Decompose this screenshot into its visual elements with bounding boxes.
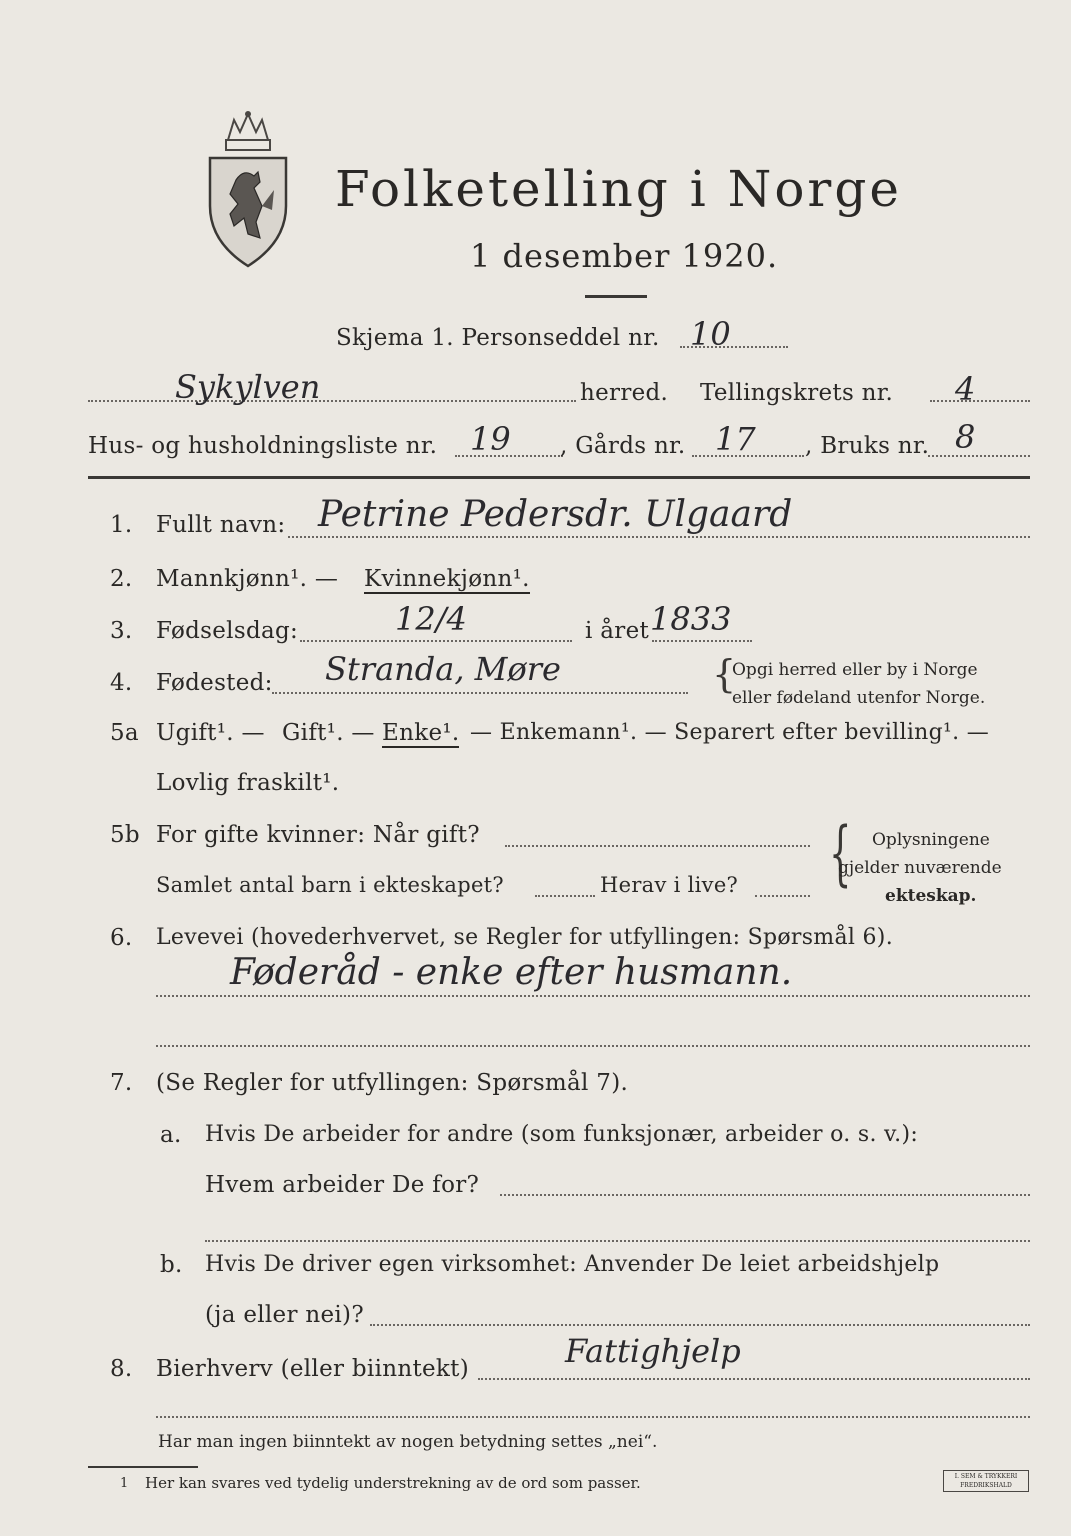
q4-brace: { xyxy=(712,652,737,696)
q7-number: 7. xyxy=(110,1070,133,1096)
bruks-value: 8 xyxy=(955,418,976,456)
q8-line-2 xyxy=(156,1416,1030,1418)
q4-note-2: eller fødeland utenfor Norge. xyxy=(732,688,986,708)
q6-line-1 xyxy=(156,995,1030,997)
q5a-fraskilt: Lovlig fraskilt¹. xyxy=(156,770,340,796)
q7b-text: Hvis De driver egen virksomhet: Anvender De leiet arbeidshjelp xyxy=(205,1252,940,1277)
q3-line xyxy=(300,640,572,642)
q7b-text-2: (ja eller nei)? xyxy=(205,1302,364,1328)
q5b-label-2: Samlet antal barn i ekteskapet? xyxy=(156,873,504,897)
schema-nr-value: 10 xyxy=(690,315,731,353)
q3-value: 12/4 xyxy=(395,600,467,638)
q8-value: Fattighjelp xyxy=(565,1332,741,1370)
q6-number: 6. xyxy=(110,925,133,951)
q5b-brace: { xyxy=(829,812,852,894)
q1-value: Petrine Pedersdr. Ulgaard xyxy=(318,494,793,535)
q5a-rest: — Enkemann¹. — Separert efter bevilling¹. — xyxy=(470,720,990,745)
bruks-label: , Bruks nr. xyxy=(805,433,930,459)
form-date: 1 desember 1920. xyxy=(470,237,779,275)
q4-number: 4. xyxy=(110,670,133,696)
q2-male: Mannkjønn¹. — xyxy=(156,566,339,592)
q7-label: (Se Regler for utfyllingen: Spørsmål 7). xyxy=(156,1070,629,1096)
q5b-note-3: ekteskap. xyxy=(885,886,977,906)
norwegian-coat-of-arms-icon xyxy=(200,110,296,270)
title-divider xyxy=(585,295,647,298)
q7a-line-2 xyxy=(205,1240,1030,1242)
hus-value: 19 xyxy=(470,420,511,458)
tellingskrets-value: 4 xyxy=(955,370,976,408)
footnote-number: 1 xyxy=(120,1476,129,1491)
tellingskrets-line xyxy=(930,400,1030,402)
q3-year-label: i året xyxy=(585,618,650,644)
footer-note: Har man ingen biinntekt av nogen betydning settes „nei“. xyxy=(158,1432,658,1452)
q1-number: 1. xyxy=(110,512,133,538)
hus-label: Hus- og husholdningsliste nr. xyxy=(88,433,438,459)
schema-label: Skjema 1. Personseddel nr. xyxy=(336,325,660,351)
q7a-letter: a. xyxy=(160,1122,182,1148)
q5a-enke-underlined: Enke¹. xyxy=(382,720,460,746)
gards-label: , Gårds nr. xyxy=(560,433,686,459)
printer-stamp: I. SEM & TRYKKERI FREDRIKSHALD xyxy=(943,1470,1029,1492)
q3-year-value: 1833 xyxy=(650,600,732,638)
q6-label: Levevei (hovederhvervet, se Regler for utfyllingen: Spørsmål 6). xyxy=(156,925,893,950)
q5b-line-3 xyxy=(755,895,810,897)
header-divider xyxy=(88,476,1030,479)
q5b-note-1: Oplysningene xyxy=(872,830,990,850)
q5a-gift: Gift¹. — xyxy=(282,720,375,746)
herred-value: Sykylven xyxy=(175,368,321,406)
q6-value: Føderåd - enke efter husmann. xyxy=(230,952,793,993)
tellingskrets-label: Tellingskrets nr. xyxy=(700,380,894,406)
q5b-label-1: For gifte kvinner: Når gift? xyxy=(156,822,480,848)
q8-line xyxy=(478,1378,1030,1380)
bruks-line xyxy=(928,455,1030,457)
q7b-line xyxy=(370,1324,1030,1326)
q2-female-underlined: Kvinnekjønn¹. xyxy=(364,566,530,592)
q5b-label-3: Herav i live? xyxy=(600,873,739,897)
herred-line xyxy=(88,400,576,402)
footnote-divider xyxy=(88,1466,198,1468)
q8-number: 8. xyxy=(110,1356,133,1382)
q1-line xyxy=(288,536,1030,538)
q5b-number: 5b xyxy=(110,822,140,848)
q4-label: Fødested: xyxy=(156,670,273,696)
q5b-line-2 xyxy=(535,895,595,897)
q2-number: 2. xyxy=(110,566,133,592)
q7a-line-1 xyxy=(500,1194,1030,1196)
q5b-note-2: gjelder nuværende xyxy=(838,858,1002,878)
form-title: Folketelling i Norge xyxy=(335,160,902,218)
q4-value: Stranda, Møre xyxy=(325,650,561,688)
q8-label: Bierhverv (eller biinntekt) xyxy=(156,1356,469,1382)
q3-label: Fødselsdag: xyxy=(156,618,299,644)
q1-label: Fullt navn: xyxy=(156,512,286,538)
q5a-ugift: Ugift¹. — xyxy=(156,720,265,746)
q5a-number: 5a xyxy=(110,720,139,746)
q7b-letter: b. xyxy=(160,1252,183,1278)
herred-label: herred. xyxy=(580,380,669,406)
gards-value: 17 xyxy=(715,420,756,458)
q3-year-line xyxy=(652,640,752,642)
q7a-text: Hvis De arbeider for andre (som funksjonær, arbeider o. s. v.): xyxy=(205,1122,919,1147)
q3-number: 3. xyxy=(110,618,133,644)
q4-note-1: Opgi herred eller by i Norge xyxy=(732,660,978,680)
footnote-text: Her kan svares ved tydelig understrekning av de ord som passer. xyxy=(145,1474,641,1492)
q4-line xyxy=(272,692,688,694)
q5b-line-1 xyxy=(505,845,810,847)
q7a-text-2: Hvem arbeider De for? xyxy=(205,1172,480,1198)
q6-line-2 xyxy=(156,1045,1030,1047)
